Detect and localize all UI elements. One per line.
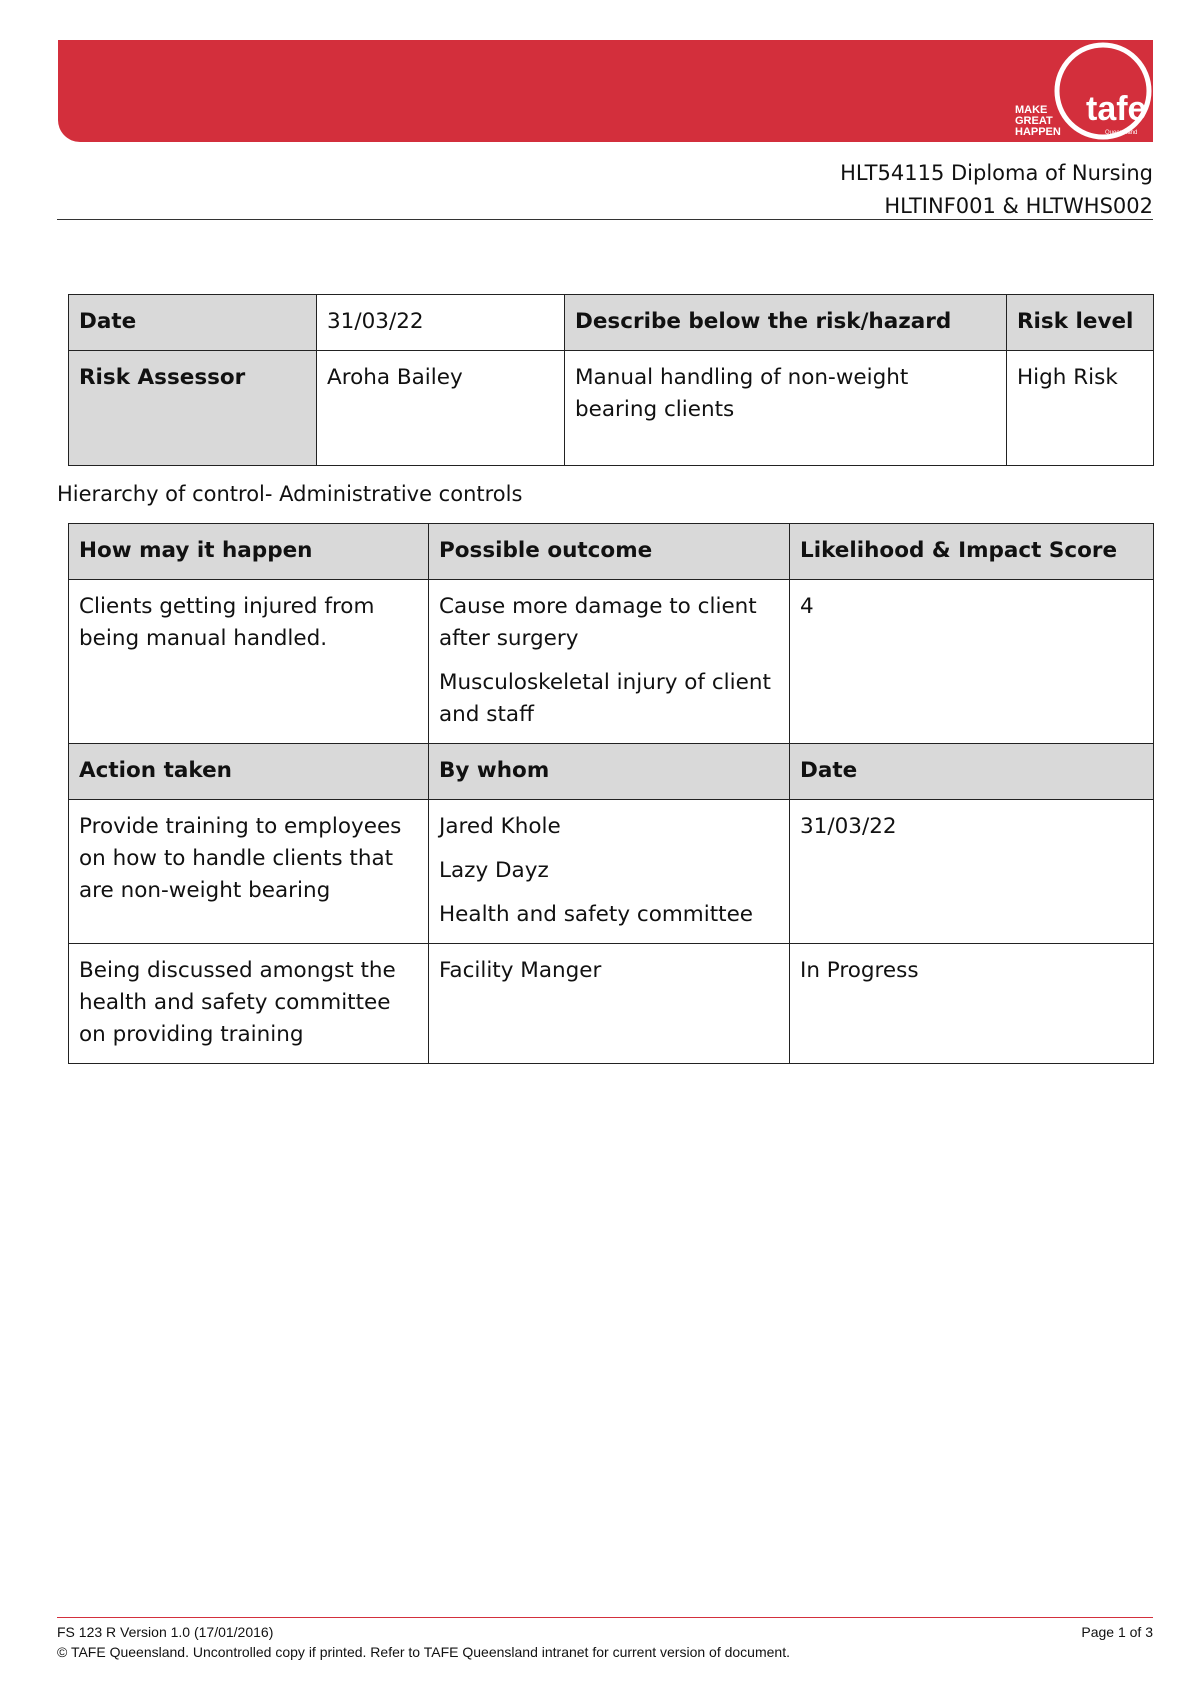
footer-copyright: © TAFE Queensland. Uncontrolled copy if printed. Refer to TAFE Queensland intranet for current version of document.	[57, 1644, 790, 1660]
action-date-cell: In Progress	[790, 944, 1154, 1064]
tafe-logo	[1013, 40, 1153, 142]
whom-item: Health and safety committee	[439, 902, 754, 927]
risk-summary-table	[68, 294, 1154, 466]
whom-cell	[429, 944, 790, 1064]
outcome-cell	[429, 580, 790, 744]
logo-tagline-3: HAPPEN	[1015, 126, 1061, 138]
whom-item: Facility Manger	[439, 958, 602, 983]
describe-label: Describe below the risk/hazard	[565, 295, 1007, 351]
controls-table	[68, 523, 1154, 1064]
logo-subtext: Queensland	[1105, 130, 1138, 136]
table-row	[69, 295, 1154, 351]
action-cell: Being discussed amongst the health and safety committee on providing training	[69, 944, 429, 1064]
assessor-value: Aroha Bailey	[317, 351, 565, 466]
logo-tagline-1: MAKE	[1015, 104, 1048, 116]
score-cell: 4	[790, 580, 1154, 744]
unit-codes: HLTINF001 & HLTWHS002	[884, 194, 1153, 218]
assessor-label: Risk Assessor	[69, 351, 317, 466]
logo-word: tafe	[1086, 90, 1147, 128]
page-number: Page 1 of 3	[1081, 1624, 1153, 1640]
col-header-how: How may it happen	[69, 524, 429, 580]
risk-level-value: High Risk	[1007, 351, 1154, 466]
table-row	[69, 524, 1154, 580]
action-date-cell: 31/03/22	[790, 800, 1154, 944]
date-label: Date	[69, 295, 317, 351]
col-header-outcome: Possible outcome	[429, 524, 790, 580]
hazard-description: Manual handling of non-weight bearing clients	[565, 351, 1007, 466]
col-header-action: Action taken	[69, 744, 429, 800]
action-cell: Provide training to employees on how to handle clients that are non-weight bearing	[69, 800, 429, 944]
date-value: 31/03/22	[317, 295, 565, 351]
how-cell: Clients getting injured from being manual handled.	[69, 580, 429, 744]
table-row	[69, 744, 1154, 800]
outcome-item: Cause more damage to client after surgery	[439, 594, 757, 651]
table-row	[69, 944, 1154, 1064]
whom-cell	[429, 800, 790, 944]
logo-tagline-2: GREAT	[1015, 115, 1053, 127]
header-divider	[57, 219, 1153, 220]
risk-level-label: Risk level	[1007, 295, 1154, 351]
table-row	[69, 351, 1154, 466]
footer-info	[57, 1622, 790, 1662]
table-row	[69, 800, 1154, 944]
footer-version: FS 123 R Version 1.0 (17/01/2016)	[57, 1624, 274, 1640]
whom-item: Jared Khole	[439, 814, 561, 839]
document-header	[840, 157, 1153, 223]
header-banner	[58, 40, 1153, 142]
col-header-score: Likelihood & Impact Score	[790, 524, 1154, 580]
section-label: Hierarchy of control- Administrative controls	[57, 482, 523, 506]
footer-divider	[57, 1617, 1153, 1618]
whom-item: Lazy Dayz	[439, 858, 549, 883]
table-row	[69, 580, 1154, 744]
col-header-date: Date	[790, 744, 1154, 800]
col-header-whom: By whom	[429, 744, 790, 800]
course-title: HLT54115 Diploma of Nursing	[840, 161, 1153, 185]
outcome-item: Musculoskeletal injury of client and staff	[439, 670, 771, 727]
